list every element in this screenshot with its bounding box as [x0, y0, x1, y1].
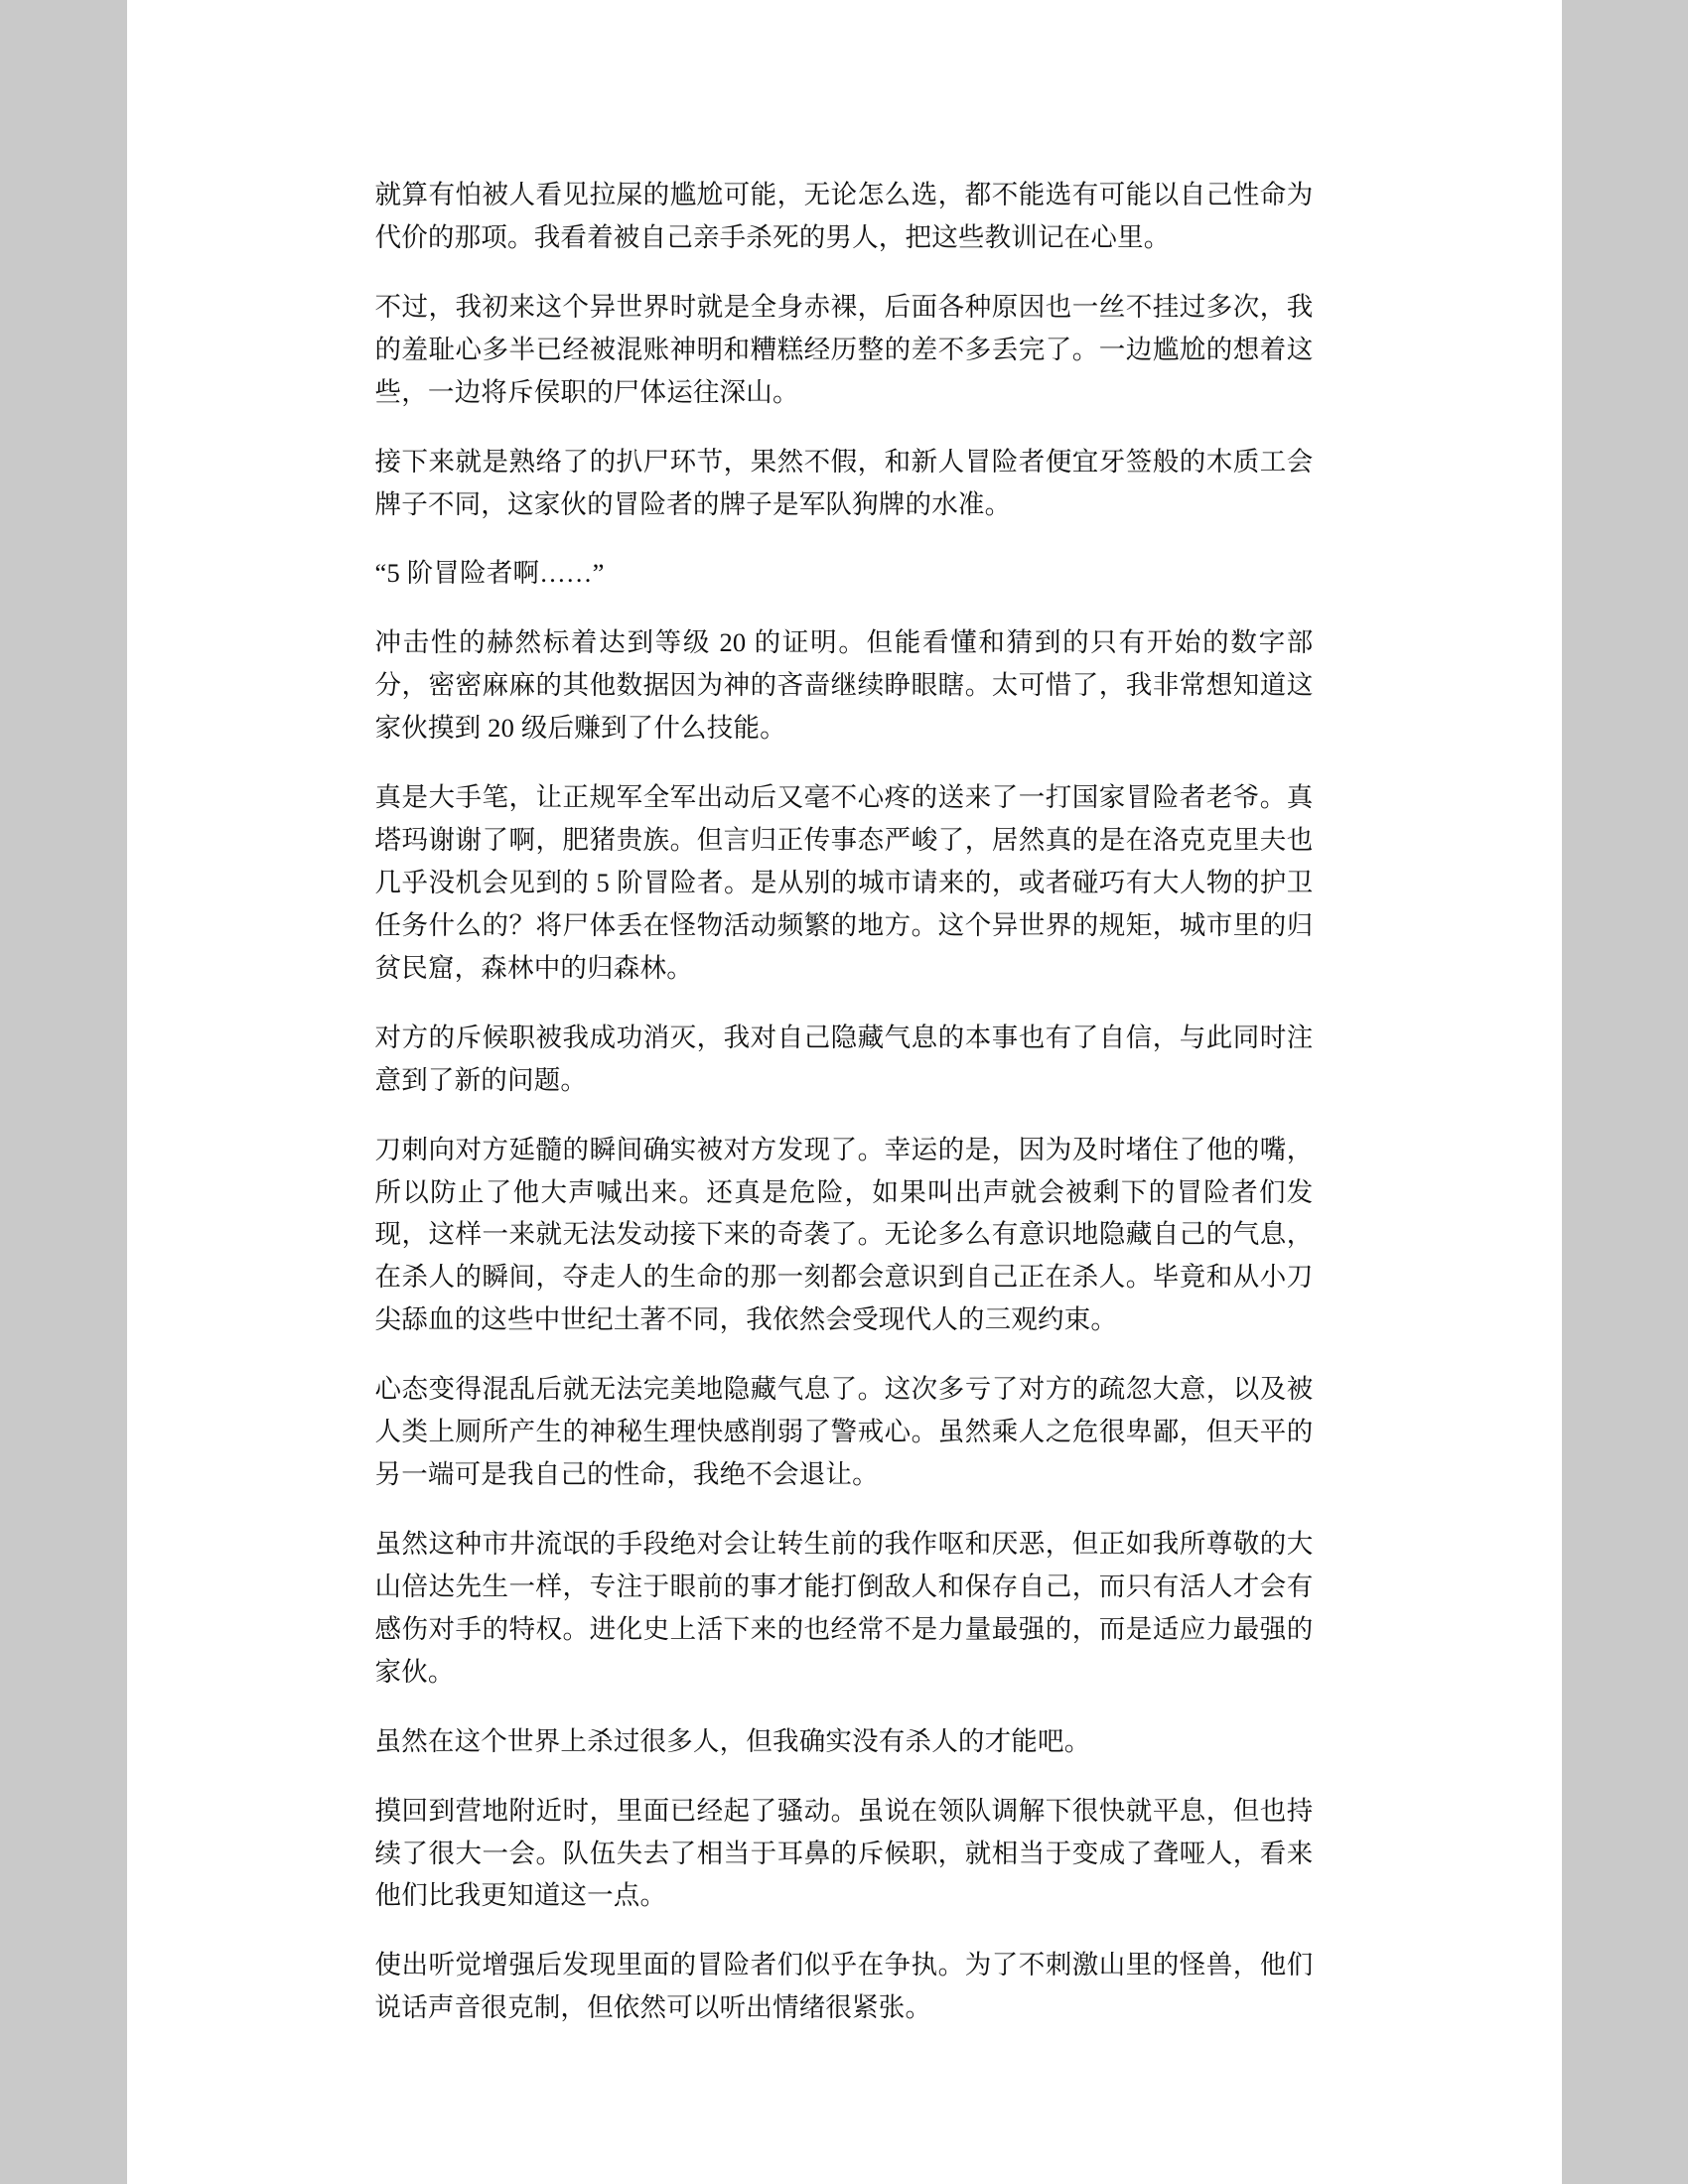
paragraph: 使出听觉增强后发现里面的冒险者们似乎在争执。为了不刺激山里的怪兽，他们说话声音很克制，但依然可以听出情绪很紧张。 — [374, 1950, 1314, 2023]
paragraph: 接下来就是熟络了的扒尸环节，果然不假，和新人冒险者便宜牙签般的木质工会牌子不同，这家伙的冒险者的牌子是军队狗牌的水准。 — [374, 446, 1314, 519]
paragraph: 真是大手笔，让正规军全军出动后又毫不心疼的送来了一打国家冒险者老爷。真塔玛谢谢了啊，肥猪贵族。但言归正传事态严峻了，居然真的是在洛克克里夫也几乎没机会见到的 5 阶冒险者。是从别的城市请来的，或者碰巧有大人物的护卫任务什么的？将尸体丢在怪物活动频繁的地方。这个异世界的规矩，城市里的归贫民窟，森林中的归森林。 — [374, 782, 1314, 983]
paragraph: 对方的斥候职被我成功消灭，我对自己隐藏气息的本事也有了自信，与此同时注意到了新的问题。 — [374, 1022, 1314, 1095]
paragraph-quote: “5 阶冒险者啊……” — [374, 558, 605, 589]
paragraph: 虽然这种市井流氓的手段绝对会让转生前的我作呕和厌恶，但正如我所尊敬的大山倍达先生一样，专注于眼前的事才能打倒敌人和保存自己，而只有活人才会有感伤对手的特权。进化史上活下来的也经常不是力量最强的，而是适应力最强的家伙。 — [374, 1528, 1314, 1687]
paragraph: 摸回到营地附近时，里面已经起了骚动。虽说在领队调解下很快就平息，但也持续了很大一会。队伍失去了相当于耳鼻的斥候职，就相当于变成了聋哑人，看来他们比我更知道这一点。 — [374, 1795, 1314, 1911]
document-body — [375, 174, 1314, 2029]
document-page — [127, 0, 1562, 2184]
paragraph: 就算有怕被人看见拉屎的尴尬可能，无论怎么选，都不能选有可能以自己性命为代价的那项。我看着被自己亲手杀死的男人，把这些教训记在心里。 — [374, 180, 1314, 252]
paragraph: 冲击性的赫然标着达到等级 20 的证明。但能看懂和猜到的只有开始的数字部分，密密麻麻的其他数据因为神的吝啬继续睁眼瞎。太可惜了，我非常想知道这家伙摸到 20 级后赚到了什么技能。 — [374, 627, 1314, 744]
paragraph: 虽然在这个世界上杀过很多人，但我确实没有杀人的才能吧。 — [374, 1725, 1091, 1756]
paragraph: 不过，我初来这个异世界时就是全身赤裸，后面各种原因也一丝不挂过多次，我的羞耻心多半已经被混账神明和糟糕经历整的差不多丢完了。一边尴尬的想着这些，一边将斥侯职的尸体运往深山。 — [374, 291, 1314, 407]
paragraph: 刀刺向对方延髓的瞬间确实被对方发现了。幸运的是，因为及时堵住了他的嘴，所以防止了他大声喊出来。还真是危险，如果叫出声就会被剩下的冒险者们发现，这样一来就无法发动接下来的奇袭了。无论多么有意识地隐藏自己的气息，在杀人的瞬间，夺走人的生命的那一刻都会意识到自己正在杀人。毕竟和从小刀尖舔血的这些中世纪土著不同，我依然会受现代人的三观约束。 — [374, 1134, 1314, 1335]
paragraph: 心态变得混乱后就无法完美地隐藏气息了。这次多亏了对方的疏忽大意，以及被人类上厕所产生的神秘生理快感削弱了警戒心。虽然乘人之危很卑鄙，但天平的另一端可是我自己的性命，我绝不会退让。 — [374, 1374, 1314, 1490]
